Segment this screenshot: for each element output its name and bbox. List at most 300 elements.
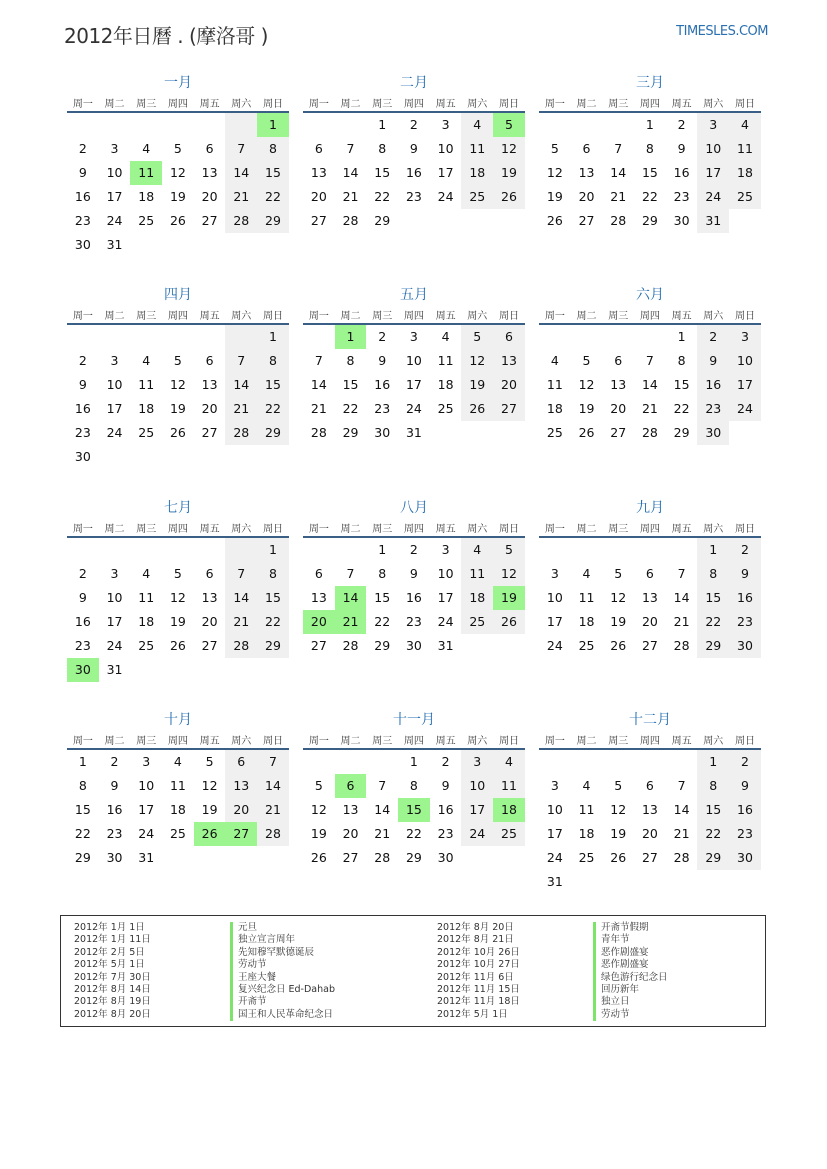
empty-cell <box>225 538 257 562</box>
month-block <box>539 73 761 233</box>
day-cell: 28 <box>374 850 391 865</box>
day-cell: 1 <box>378 542 387 557</box>
weekday-label: 周日 <box>262 523 283 535</box>
day-cell: 10 <box>546 802 563 817</box>
day-cell: 24 <box>546 850 563 865</box>
weekday-label: 周二 <box>104 523 125 535</box>
day-cell: 20 <box>641 826 658 841</box>
day-cell: 13 <box>201 590 218 605</box>
day-cell: 3 <box>461 750 493 774</box>
day-cell: 28 <box>641 425 658 440</box>
empty-cell <box>303 750 335 774</box>
day-cell: 1 <box>409 754 418 769</box>
day-cell: 6 <box>493 325 525 349</box>
day-cell: 27 <box>342 850 359 865</box>
holiday-day-cell: 11 <box>130 161 162 185</box>
day-grid <box>67 538 289 682</box>
day-cell: 21 <box>641 401 658 416</box>
day-cell: 7 <box>645 353 654 368</box>
day-grid <box>67 750 289 870</box>
legend-date: 2012年 5月 1日 <box>437 1008 508 1020</box>
weekday-label: 周六 <box>467 310 488 322</box>
day-cell: 22 <box>673 401 690 416</box>
day-cell: 4 <box>142 353 151 368</box>
empty-cell <box>99 538 131 562</box>
day-cell: 1 <box>378 117 387 132</box>
day-cell: 13 <box>201 165 218 180</box>
weekday-label: 周六 <box>703 98 724 110</box>
weekday-label: 周五 <box>199 310 220 322</box>
day-cell: 14 <box>673 590 690 605</box>
weekday-header <box>303 93 525 113</box>
day-cell: 10 <box>437 141 454 156</box>
legend-date: 2012年 1月 1日 <box>74 922 145 933</box>
day-grid <box>67 113 289 257</box>
weekday-label: 周三 <box>608 523 629 535</box>
weekday-label: 周二 <box>576 98 597 110</box>
day-cell: 8 <box>257 349 289 373</box>
day-cell: 29 <box>374 213 391 228</box>
day-cell: 4 <box>173 754 182 769</box>
legend-holiday-name: 独立宣言周年 <box>230 934 295 946</box>
day-cell: 4 <box>582 778 591 793</box>
empty-cell <box>571 113 603 137</box>
month-name: 十二月 <box>629 712 671 728</box>
day-cell: 9 <box>409 566 418 581</box>
holiday-day-cell: 5 <box>493 113 525 137</box>
empty-cell <box>194 113 226 137</box>
legend-holiday-name: 独立日 <box>593 996 630 1008</box>
holiday-day-cell: 21 <box>335 610 367 634</box>
day-cell: 20 <box>201 614 218 629</box>
day-cell: 15 <box>697 798 729 822</box>
weekday-label: 周五 <box>671 735 692 747</box>
day-cell: 3 <box>110 353 119 368</box>
holiday-day-cell: 14 <box>335 586 367 610</box>
day-cell: 26 <box>310 850 327 865</box>
weekday-header <box>67 730 289 750</box>
day-cell: 22 <box>74 826 91 841</box>
month-block <box>67 73 289 257</box>
day-cell: 14 <box>610 165 627 180</box>
empty-cell <box>67 113 99 137</box>
day-cell: 10 <box>106 590 123 605</box>
weekday-label: 周二 <box>340 523 361 535</box>
legend-holiday-name: 开斋节 <box>230 996 267 1008</box>
day-cell: 23 <box>673 189 690 204</box>
day-cell: 25 <box>138 425 155 440</box>
day-cell: 19 <box>610 826 627 841</box>
legend-date: 2012年 11月 18日 <box>437 996 520 1008</box>
day-cell: 5 <box>550 141 559 156</box>
weekday-label: 周二 <box>340 310 361 322</box>
weekday-label: 周三 <box>372 310 393 322</box>
weekday-label: 周三 <box>136 523 157 535</box>
day-cell: 30 <box>374 425 391 440</box>
day-cell: 6 <box>582 141 591 156</box>
weekday-label: 周六 <box>703 310 724 322</box>
day-cell: 31 <box>106 237 123 252</box>
legend-right-column <box>437 922 668 1021</box>
day-cell: 15 <box>257 586 289 610</box>
empty-cell <box>571 750 603 774</box>
day-cell: 26 <box>169 638 186 653</box>
day-cell: 25 <box>578 850 595 865</box>
weekday-label: 周二 <box>340 735 361 747</box>
day-cell: 22 <box>697 822 729 846</box>
day-cell: 24 <box>697 185 729 209</box>
weekday-label: 周六 <box>231 735 252 747</box>
day-cell: 29 <box>342 425 359 440</box>
day-cell: 27 <box>610 425 627 440</box>
legend-date: 2012年 1月 11日 <box>74 934 151 946</box>
weekday-label: 周一 <box>308 735 329 747</box>
day-cell: 18 <box>461 161 493 185</box>
day-cell: 11 <box>138 590 155 605</box>
day-cell: 21 <box>225 610 257 634</box>
weekday-label: 周四 <box>167 310 188 322</box>
brand-link[interactable]: TIMESLES.COM <box>676 24 768 39</box>
weekday-label: 周二 <box>104 310 125 322</box>
day-cell: 12 <box>201 778 218 793</box>
day-cell: 17 <box>138 802 155 817</box>
month-block <box>539 498 761 658</box>
day-cell: 28 <box>342 213 359 228</box>
day-cell: 31 <box>138 850 155 865</box>
day-cell: 6 <box>314 566 323 581</box>
day-cell: 12 <box>578 377 595 392</box>
day-cell: 8 <box>697 562 729 586</box>
day-cell: 6 <box>614 353 623 368</box>
day-cell: 22 <box>257 397 289 421</box>
day-cell: 18 <box>138 189 155 204</box>
day-cell: 22 <box>257 610 289 634</box>
day-cell: 20 <box>342 826 359 841</box>
day-cell: 22 <box>405 826 422 841</box>
day-cell: 19 <box>610 614 627 629</box>
day-cell: 28 <box>673 850 690 865</box>
legend-left-column <box>74 922 335 1021</box>
day-cell: 20 <box>201 189 218 204</box>
day-cell: 26 <box>493 610 525 634</box>
day-cell: 26 <box>610 850 627 865</box>
day-cell: 30 <box>729 846 761 870</box>
day-grid <box>303 325 525 445</box>
day-cell: 24 <box>106 425 123 440</box>
day-cell: 16 <box>74 401 91 416</box>
empty-cell <box>666 750 698 774</box>
day-cell: 5 <box>173 566 182 581</box>
day-cell: 22 <box>641 189 658 204</box>
day-cell: 28 <box>310 425 327 440</box>
weekday-label: 周一 <box>544 310 565 322</box>
day-cell: 7 <box>225 562 257 586</box>
day-cell: 3 <box>110 141 119 156</box>
day-cell: 19 <box>169 401 186 416</box>
weekday-label: 周四 <box>639 98 660 110</box>
weekday-header <box>67 305 289 325</box>
day-cell: 10 <box>106 377 123 392</box>
month-block <box>539 285 761 445</box>
weekday-header <box>67 518 289 538</box>
day-cell: 28 <box>225 634 257 658</box>
empty-cell <box>634 325 666 349</box>
day-cell: 8 <box>677 353 686 368</box>
day-cell: 8 <box>257 137 289 161</box>
weekday-label: 周三 <box>372 735 393 747</box>
weekday-label: 周日 <box>734 523 755 535</box>
legend-row <box>437 1009 668 1021</box>
day-cell: 27 <box>578 213 595 228</box>
day-cell: 1 <box>697 750 729 774</box>
day-cell: 15 <box>342 377 359 392</box>
day-cell: 24 <box>138 826 155 841</box>
day-cell: 13 <box>225 774 257 798</box>
day-cell: 9 <box>441 778 450 793</box>
empty-cell <box>303 325 335 349</box>
empty-cell <box>602 113 634 137</box>
day-cell: 11 <box>578 802 595 817</box>
day-cell: 2 <box>409 542 418 557</box>
day-cell: 22 <box>257 185 289 209</box>
day-cell: 23 <box>405 614 422 629</box>
day-cell: 8 <box>378 141 387 156</box>
day-cell: 17 <box>729 373 761 397</box>
day-cell: 25 <box>729 185 761 209</box>
day-cell: 15 <box>74 802 91 817</box>
weekday-label: 周日 <box>498 310 519 322</box>
day-cell: 8 <box>378 566 387 581</box>
holiday-day-cell: 30 <box>67 658 99 682</box>
day-cell: 24 <box>437 614 454 629</box>
day-cell: 19 <box>578 401 595 416</box>
day-cell: 5 <box>614 778 623 793</box>
legend-date: 2012年 7月 30日 <box>74 971 151 983</box>
day-cell: 13 <box>641 802 658 817</box>
day-cell: 27 <box>310 213 327 228</box>
day-cell: 9 <box>729 774 761 798</box>
weekday-label: 周日 <box>734 735 755 747</box>
day-cell: 30 <box>106 850 123 865</box>
day-cell: 30 <box>405 638 422 653</box>
day-cell: 15 <box>257 373 289 397</box>
day-cell: 7 <box>225 137 257 161</box>
day-cell: 21 <box>673 826 690 841</box>
day-cell: 2 <box>78 566 87 581</box>
day-cell: 25 <box>493 822 525 846</box>
day-cell: 16 <box>74 189 91 204</box>
weekday-label: 周三 <box>608 98 629 110</box>
day-grid <box>539 538 761 658</box>
day-cell: 6 <box>314 141 323 156</box>
day-cell: 21 <box>257 798 289 822</box>
month-block <box>67 710 289 870</box>
day-cell: 23 <box>74 425 91 440</box>
empty-cell <box>99 113 131 137</box>
day-cell: 1 <box>78 754 87 769</box>
day-cell: 3 <box>697 113 729 137</box>
legend-holiday-name: 先知穆罕默德诞辰 <box>230 947 314 959</box>
day-cell: 20 <box>493 373 525 397</box>
month-block <box>303 498 525 658</box>
day-cell: 20 <box>310 189 327 204</box>
day-cell: 20 <box>578 189 595 204</box>
legend-holiday-name: 恶作剧盛宴 <box>593 947 649 959</box>
day-cell: 9 <box>78 377 87 392</box>
legend-row <box>437 922 668 934</box>
legend-holiday-name: 国王和人民革命纪念日 <box>230 1009 333 1021</box>
day-cell: 26 <box>169 213 186 228</box>
day-cell: 10 <box>106 165 123 180</box>
day-cell: 14 <box>225 586 257 610</box>
weekday-label: 周五 <box>435 310 456 322</box>
day-cell: 4 <box>550 353 559 368</box>
day-cell: 21 <box>225 185 257 209</box>
legend-date: 2012年 2月 5日 <box>74 946 145 958</box>
day-cell: 20 <box>610 401 627 416</box>
day-cell: 24 <box>405 401 422 416</box>
empty-cell <box>602 750 634 774</box>
day-cell: 17 <box>437 165 454 180</box>
legend-row <box>437 934 668 946</box>
day-cell: 31 <box>697 209 729 233</box>
day-cell: 28 <box>225 209 257 233</box>
day-cell: 9 <box>677 141 686 156</box>
day-cell: 21 <box>310 401 327 416</box>
day-cell: 18 <box>169 802 186 817</box>
legend-holiday-name: 复兴纪念日 Ed-Dahab <box>230 984 335 996</box>
day-cell: 11 <box>461 562 493 586</box>
day-cell: 14 <box>257 774 289 798</box>
weekday-label: 周四 <box>639 310 660 322</box>
day-cell: 19 <box>493 161 525 185</box>
weekday-label: 周五 <box>199 523 220 535</box>
day-cell: 25 <box>461 185 493 209</box>
day-cell: 5 <box>614 566 623 581</box>
holiday-day-cell: 27 <box>225 822 257 846</box>
day-cell: 29 <box>257 634 289 658</box>
day-grid <box>303 750 525 870</box>
legend-holiday-name: 回历新年 <box>593 984 639 996</box>
legend-date: 2012年 11月 15日 <box>437 984 520 996</box>
day-cell: 30 <box>673 213 690 228</box>
day-cell: 3 <box>409 329 418 344</box>
weekday-label: 周二 <box>576 310 597 322</box>
weekday-label: 周四 <box>403 523 424 535</box>
day-cell: 2 <box>110 754 119 769</box>
day-cell: 30 <box>437 850 454 865</box>
day-cell: 6 <box>205 353 214 368</box>
day-cell: 4 <box>142 566 151 581</box>
day-cell: 25 <box>437 401 454 416</box>
weekday-label: 周五 <box>435 98 456 110</box>
holiday-day-cell: 1 <box>335 325 367 349</box>
day-cell: 11 <box>578 590 595 605</box>
day-cell: 18 <box>138 401 155 416</box>
month-name: 九月 <box>636 500 664 516</box>
day-cell: 18 <box>138 614 155 629</box>
day-cell: 2 <box>677 117 686 132</box>
day-cell: 27 <box>201 638 218 653</box>
day-cell: 11 <box>729 137 761 161</box>
month-name: 五月 <box>400 287 428 303</box>
day-cell: 16 <box>697 373 729 397</box>
empty-cell <box>634 538 666 562</box>
day-cell: 28 <box>610 213 627 228</box>
day-cell: 3 <box>110 566 119 581</box>
weekday-label: 周二 <box>576 735 597 747</box>
day-cell: 7 <box>677 778 686 793</box>
day-cell: 15 <box>641 165 658 180</box>
weekday-header <box>539 305 761 325</box>
day-cell: 17 <box>106 614 123 629</box>
weekday-label: 周四 <box>167 523 188 535</box>
weekday-label: 周五 <box>435 735 456 747</box>
weekday-label: 周二 <box>104 98 125 110</box>
empty-cell <box>162 325 194 349</box>
empty-cell <box>335 113 367 137</box>
day-cell: 10 <box>461 774 493 798</box>
empty-cell <box>303 113 335 137</box>
day-cell: 10 <box>437 566 454 581</box>
day-cell: 13 <box>201 377 218 392</box>
day-cell: 19 <box>461 373 493 397</box>
day-cell: 25 <box>138 638 155 653</box>
weekday-label: 周二 <box>104 735 125 747</box>
legend-date: 2012年 8月 19日 <box>74 996 151 1008</box>
day-cell: 4 <box>461 538 493 562</box>
month-name: 十月 <box>164 712 192 728</box>
day-cell: 31 <box>437 638 454 653</box>
legend-row <box>74 984 335 996</box>
day-cell: 16 <box>374 377 391 392</box>
day-cell: 3 <box>550 778 559 793</box>
legend-date: 2012年 8月 20日 <box>437 922 514 933</box>
day-cell: 2 <box>78 353 87 368</box>
day-cell: 15 <box>697 586 729 610</box>
day-cell: 12 <box>169 590 186 605</box>
empty-cell <box>539 113 571 137</box>
day-cell: 31 <box>405 425 422 440</box>
day-cell: 7 <box>346 566 355 581</box>
day-cell: 4 <box>441 329 450 344</box>
day-cell: 7 <box>378 778 387 793</box>
day-cell: 23 <box>74 638 91 653</box>
day-cell: 5 <box>173 353 182 368</box>
legend-holiday-name: 开斋节假期 <box>593 922 649 934</box>
day-cell: 24 <box>106 638 123 653</box>
day-cell: 5 <box>173 141 182 156</box>
weekday-header <box>303 730 525 750</box>
weekday-label: 周三 <box>136 735 157 747</box>
day-cell: 4 <box>729 113 761 137</box>
day-cell: 30 <box>74 237 91 252</box>
day-cell: 11 <box>169 778 186 793</box>
legend-date: 2012年 5月 1日 <box>74 959 145 971</box>
month-block <box>303 73 525 233</box>
weekday-label: 周五 <box>671 98 692 110</box>
day-cell: 21 <box>673 614 690 629</box>
day-cell: 15 <box>257 161 289 185</box>
holiday-day-cell: 18 <box>493 798 525 822</box>
day-cell: 2 <box>409 117 418 132</box>
day-cell: 17 <box>437 590 454 605</box>
legend-row <box>437 972 668 984</box>
day-cell: 17 <box>546 826 563 841</box>
empty-cell <box>194 538 226 562</box>
month-name: 三月 <box>636 75 664 91</box>
day-cell: 17 <box>546 614 563 629</box>
